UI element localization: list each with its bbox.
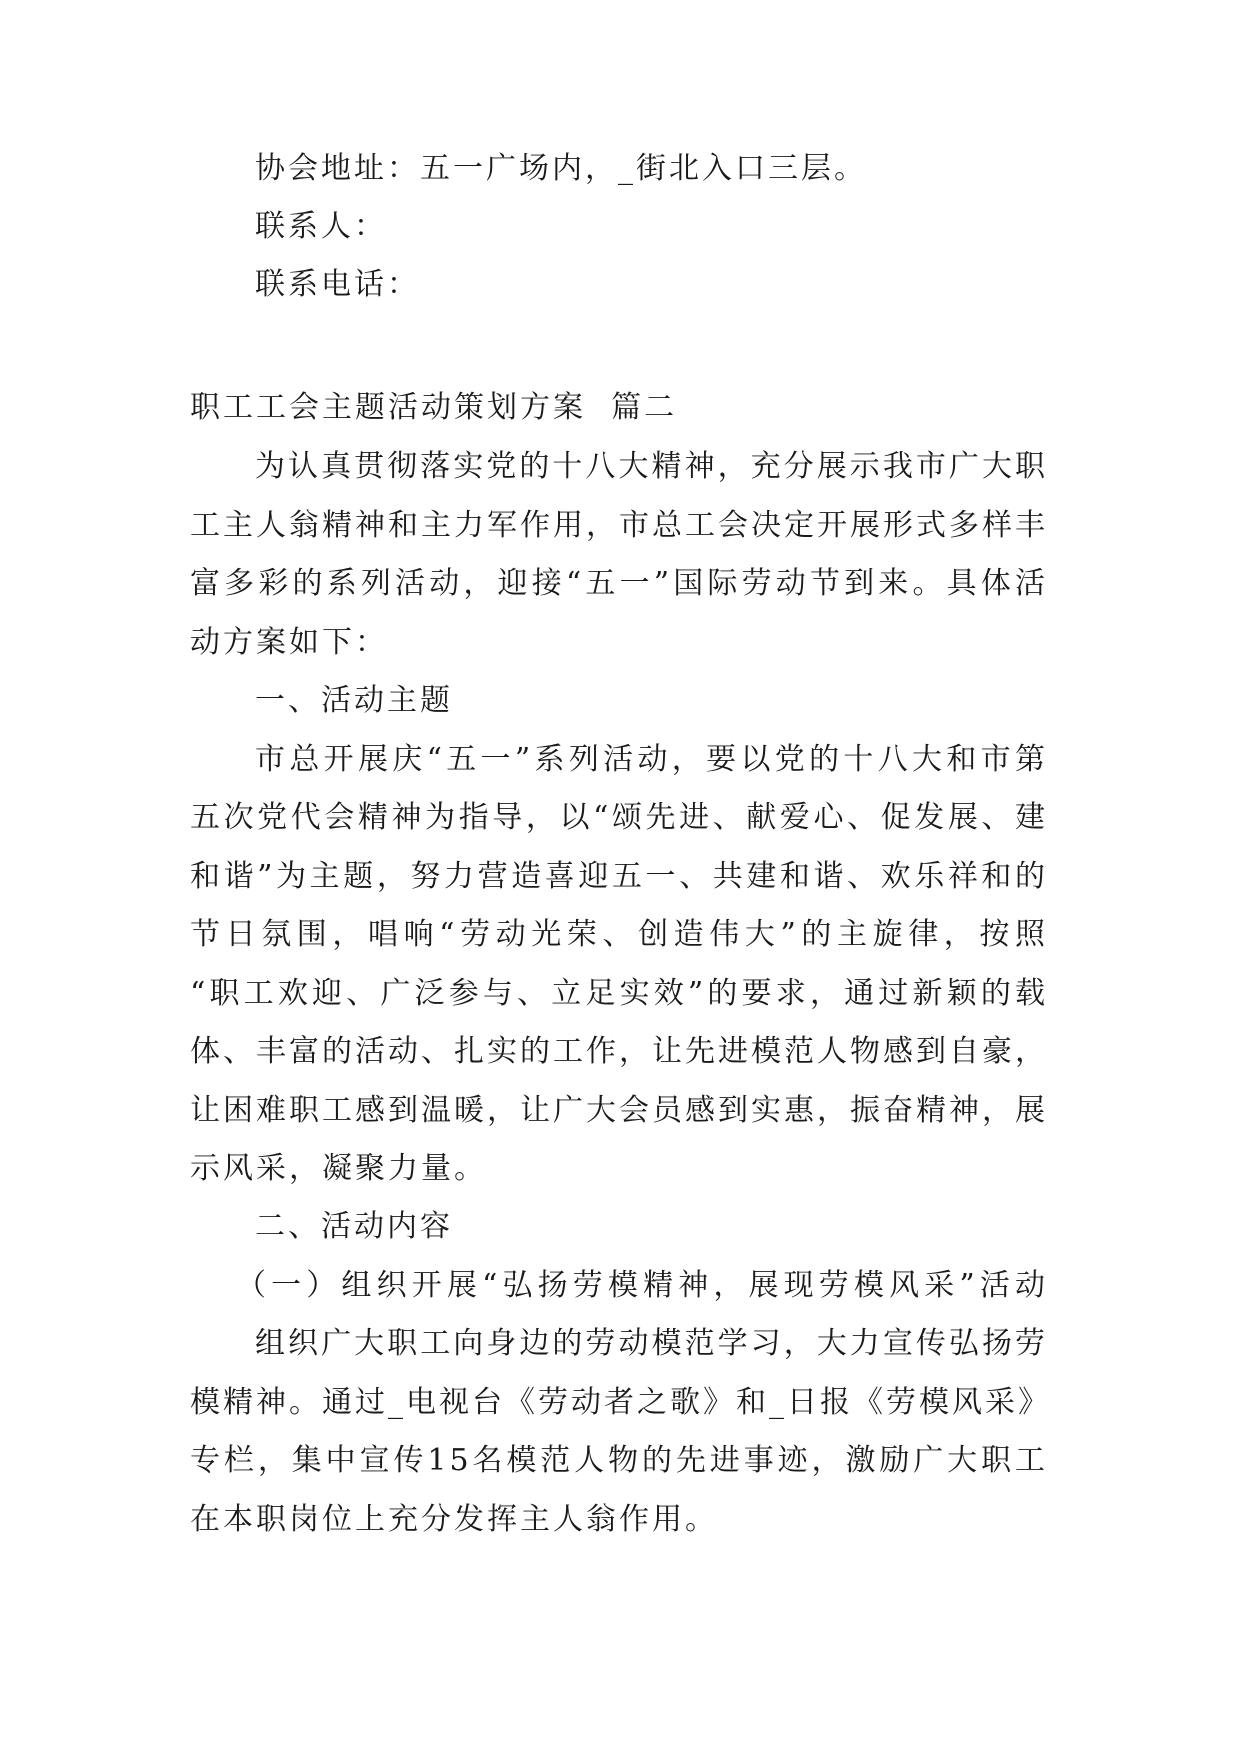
theme-line: “职工欢迎、广泛参与、立足实效”的要求，通过新颖的载	[190, 976, 1048, 1011]
intro-line: 富多彩的系列活动，迎接“五一”国际劳动节到来。具体活	[190, 566, 1048, 601]
heading-theme: 一、活动主题	[255, 683, 453, 718]
theme-line: 和谐”为主题，努力营造喜迎五一、共建和谐、欢乐祥和的	[190, 859, 1048, 894]
theme-line: 示风采，凝聚力量。	[190, 1151, 487, 1186]
sub1-line: 模精神。通过_电视台《劳动者之歌》和_日报《劳模风采》	[190, 1385, 1051, 1420]
contact-address: 协会地址：五一广场内，_街北入口三层。	[255, 151, 867, 186]
theme-line: 体、丰富的活动、扎实的工作，让先进模范人物感到自豪，	[190, 1034, 1048, 1069]
sub1-line: 在本职岗位上充分发挥主人翁作用。	[190, 1502, 718, 1537]
contact-phone: 联系电话：	[255, 267, 420, 302]
theme-line: 节日氛围，唱响“劳动光荣、创造伟大”的主旋律，按照	[190, 917, 1048, 952]
theme-line: 让困难职工感到温暖，让广大会员感到实惠，振奋精神，展	[190, 1093, 1048, 1128]
intro-line: 动方案如下：	[190, 625, 388, 660]
contact-person: 联系人：	[255, 209, 387, 244]
subheading-1: （一）组织开展“弘扬劳模精神，展现劳模风采”活动	[236, 1268, 1048, 1303]
intro-line: 为认真贯彻落实党的十八大精神，充分展示我市广大职	[255, 449, 1048, 484]
section-title: 职工工会主题活动策划方案 篇二	[190, 390, 678, 425]
heading-content: 二、活动内容	[255, 1209, 453, 1244]
intro-line: 工主人翁精神和主力军作用，市总工会决定开展形式多样丰	[190, 508, 1048, 543]
sub1-line: 专栏，集中宣传15名模范人物的先进事迹，激励广大职工	[190, 1443, 1048, 1478]
sub1-line: 组织广大职工向身边的劳动模范学习，大力宣传弘扬劳	[255, 1326, 1048, 1361]
theme-line: 市总开展庆“五一”系列活动，要以党的十八大和市第	[255, 742, 1048, 777]
theme-line: 五次党代会精神为指导，以“颂先进、献爱心、促发展、建	[190, 800, 1048, 835]
